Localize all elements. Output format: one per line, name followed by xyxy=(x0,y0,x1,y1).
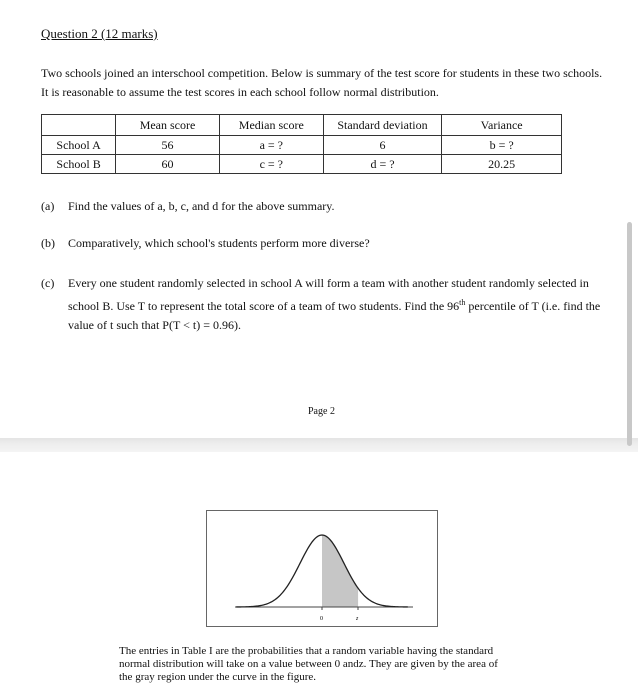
part-c-text-2: percentile of T (i.e. find the value of t such that P(T < t) = 0.96). xyxy=(68,299,601,332)
normal-curve-svg xyxy=(207,511,437,626)
scrollbar[interactable] xyxy=(627,222,632,446)
table-header-cell: Standard deviation xyxy=(323,115,442,136)
entries-text: The entries in Table I are the probabilities that a random variable having the standard normal distribution will take on a value between 0 andz. They are given by the area of the gray region under the curve in the figure. xyxy=(119,645,498,683)
part-b xyxy=(41,234,611,253)
table-cell: 6 xyxy=(323,136,442,155)
table-cell: a = ? xyxy=(219,136,323,155)
table-row xyxy=(42,155,562,174)
table-header-cell: Variance xyxy=(442,115,562,136)
table-cell: b = ? xyxy=(442,136,562,155)
table-cell: School B xyxy=(42,155,116,174)
table-cell: d = ? xyxy=(323,155,442,174)
part-b-label: (b) xyxy=(41,236,55,250)
label-z: z xyxy=(356,616,359,622)
shaded-region xyxy=(322,535,358,607)
table-cell: School A xyxy=(42,136,116,155)
page-gap xyxy=(0,438,638,452)
table-header-row xyxy=(42,115,562,136)
table-header-cell: Mean score xyxy=(116,115,220,136)
table-header-cell xyxy=(42,115,116,136)
part-c-text-1: Every one student randomly selected in school A will form a team with another student randomly selected in school B. Use T to represent the total score of a team of two students. Find the 96 xyxy=(68,276,589,313)
table-cell: c = ? xyxy=(219,155,323,174)
question-intro: Two schools joined an interschool competition. Below is summary of the test score for students in these two schools. It is reasonable to assume the test scores in each school follow normal distribution. xyxy=(41,66,603,99)
part-c-label: (c) xyxy=(41,276,55,290)
table-cell: 60 xyxy=(116,155,220,174)
part-a-label: (a) xyxy=(41,199,55,213)
part-c-sup: th xyxy=(459,298,466,307)
normal-curve-figure xyxy=(206,510,438,627)
label-zero: 0 xyxy=(320,616,323,622)
page-two xyxy=(0,452,638,700)
page-number: Page 2 xyxy=(308,406,335,417)
part-c xyxy=(41,274,611,335)
part-b-text: Comparatively, which school's students perform more diverse? xyxy=(68,236,370,250)
table-cell: 56 xyxy=(116,136,220,155)
part-c-text xyxy=(68,274,611,335)
table-row xyxy=(42,136,562,155)
table-cell: 20.25 xyxy=(442,155,562,174)
part-a-text: Find the values of a, b, c, and d for the above summary. xyxy=(68,199,335,213)
part-a xyxy=(41,197,611,216)
table-header-cell: Median score xyxy=(219,115,323,136)
summary-table xyxy=(41,114,562,174)
question-title: Question 2 (12 marks) xyxy=(41,26,158,41)
